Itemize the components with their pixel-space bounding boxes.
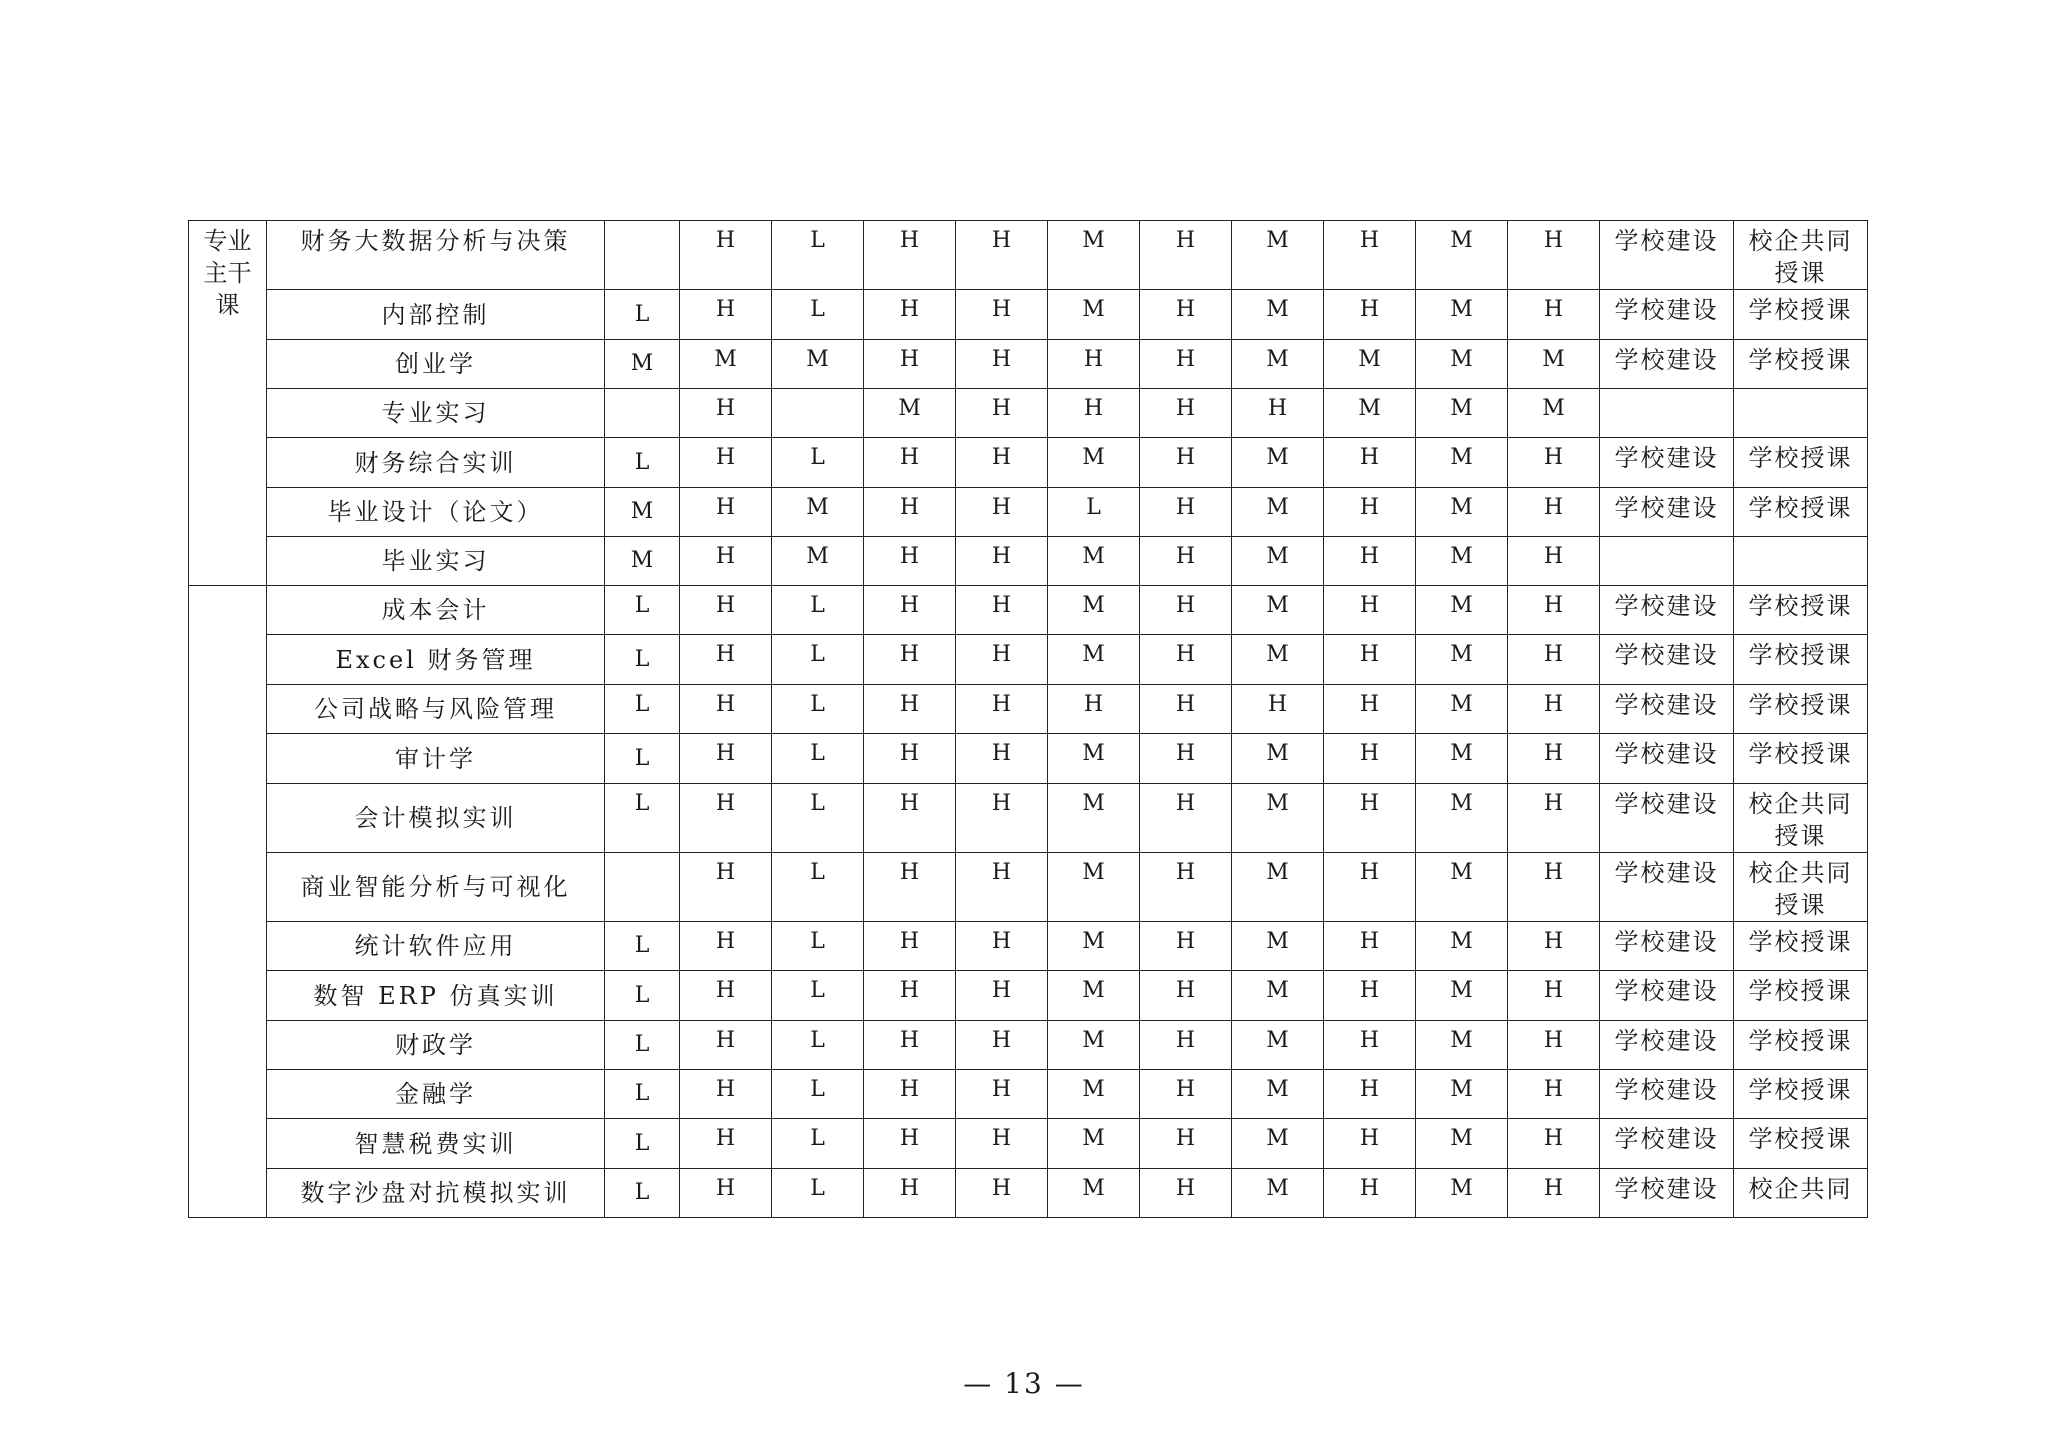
teaching-mode-cell: 校企共同授课	[1734, 853, 1868, 922]
construction-cell: 学校建设	[1600, 1119, 1734, 1169]
table-row	[189, 635, 1868, 685]
rating-cell-col-10: M	[1416, 853, 1508, 922]
rating-cell-col-2: H	[680, 635, 772, 685]
rating-cell-col-3: L	[772, 922, 864, 971]
rating-cell-col-5: H	[956, 784, 1048, 853]
table-row	[189, 853, 1868, 922]
rating-cell-col-8: H	[1232, 389, 1324, 438]
teaching-mode-cell: 校企共同	[1734, 1169, 1868, 1218]
teaching-mode-cell: 学校授课	[1734, 586, 1868, 635]
rating-cell-col-10: M	[1416, 734, 1508, 784]
rating-cell-col-2: H	[680, 1021, 772, 1070]
rating-cell-col-8: M	[1232, 537, 1324, 586]
rating-cell-col-9: H	[1324, 635, 1416, 685]
rating-cell-col-11: H	[1508, 922, 1600, 971]
rating-cell-col-5: H	[956, 685, 1048, 734]
rating-cell-col-2: H	[680, 438, 772, 488]
rating-cell-col-2: H	[680, 734, 772, 784]
rating-cell-col-11: H	[1508, 1021, 1600, 1070]
rating-cell-col-2: H	[680, 221, 772, 290]
teaching-mode-cell: 学校授课	[1734, 635, 1868, 685]
rating-cell-col-2: H	[680, 1119, 772, 1169]
rating-cell-col-11: H	[1508, 635, 1600, 685]
course-matrix-table	[188, 220, 1868, 1218]
rating-cell-col-4: H	[864, 1021, 956, 1070]
rating-cell-col-6: M	[1048, 734, 1140, 784]
rating-cell-col-4: H	[864, 340, 956, 389]
rating-cell-col-2: H	[680, 685, 772, 734]
teaching-mode-cell: 学校授课	[1734, 290, 1868, 340]
rating-cell-col-7: H	[1140, 922, 1232, 971]
rating-cell-col-10: M	[1416, 488, 1508, 537]
rating-cell-col-2: H	[680, 1070, 772, 1119]
rating-cell-col-7: H	[1140, 1021, 1232, 1070]
rating-cell-col-11: H	[1508, 1169, 1600, 1218]
rating-cell-col-4: H	[864, 853, 956, 922]
course-name-cell: 会计模拟实训	[267, 784, 605, 853]
course-name-cell: 数字沙盘对抗模拟实训	[267, 1169, 605, 1218]
table-row	[189, 290, 1868, 340]
rating-cell-col-3: L	[772, 221, 864, 290]
rating-cell-col-3: L	[772, 971, 864, 1021]
rating-cell-col-6: M	[1048, 1169, 1140, 1218]
rating-cell-col-1: L	[605, 784, 680, 853]
rating-cell-col-2: H	[680, 537, 772, 586]
rating-cell-col-11: M	[1508, 340, 1600, 389]
construction-cell: 学校建设	[1600, 1021, 1734, 1070]
construction-cell: 学校建设	[1600, 853, 1734, 922]
rating-cell-col-2: H	[680, 784, 772, 853]
construction-cell: 学校建设	[1600, 784, 1734, 853]
rating-cell-col-8: H	[1232, 685, 1324, 734]
rating-cell-col-2: H	[680, 922, 772, 971]
rating-cell-col-6: M	[1048, 586, 1140, 635]
rating-cell-col-10: M	[1416, 537, 1508, 586]
construction-cell: 学校建设	[1600, 635, 1734, 685]
rating-cell-col-7: H	[1140, 1119, 1232, 1169]
rating-cell-col-11: H	[1508, 438, 1600, 488]
category-cell: 专业主干课	[189, 221, 267, 586]
rating-cell-col-1: L	[605, 922, 680, 971]
rating-cell-col-3	[772, 389, 864, 438]
rating-cell-col-4: H	[864, 586, 956, 635]
course-name-cell: 内部控制	[267, 290, 605, 340]
table-row	[189, 784, 1868, 853]
rating-cell-col-5: H	[956, 1070, 1048, 1119]
rating-cell-col-9: H	[1324, 586, 1416, 635]
rating-cell-col-3: L	[772, 1070, 864, 1119]
rating-cell-col-1	[605, 221, 680, 290]
page-number: — 13 —	[963, 1367, 1085, 1400]
rating-cell-col-5: H	[956, 438, 1048, 488]
rating-cell-col-10: M	[1416, 586, 1508, 635]
table-row	[189, 488, 1868, 537]
rating-cell-col-5: H	[956, 537, 1048, 586]
course-name-cell: 金融学	[267, 1070, 605, 1119]
rating-cell-col-6: H	[1048, 685, 1140, 734]
rating-cell-col-7: H	[1140, 1070, 1232, 1119]
construction-cell: 学校建设	[1600, 922, 1734, 971]
rating-cell-col-6: H	[1048, 389, 1140, 438]
rating-cell-col-10: M	[1416, 635, 1508, 685]
construction-cell: 学校建设	[1600, 971, 1734, 1021]
rating-cell-col-6: M	[1048, 1021, 1140, 1070]
table-row	[189, 971, 1868, 1021]
rating-cell-col-9: H	[1324, 1070, 1416, 1119]
course-name-cell: 数智 ERP 仿真实训	[267, 971, 605, 1021]
rating-cell-col-8: M	[1232, 221, 1324, 290]
rating-cell-col-9: H	[1324, 971, 1416, 1021]
rating-cell-col-2: M	[680, 340, 772, 389]
construction-cell: 学校建设	[1600, 734, 1734, 784]
rating-cell-col-10: M	[1416, 340, 1508, 389]
rating-cell-col-11: H	[1508, 685, 1600, 734]
rating-cell-col-6: M	[1048, 784, 1140, 853]
rating-cell-col-7: H	[1140, 586, 1232, 635]
rating-cell-col-3: L	[772, 734, 864, 784]
rating-cell-col-1: L	[605, 734, 680, 784]
rating-cell-col-9: H	[1324, 1021, 1416, 1070]
rating-cell-col-6: M	[1048, 1070, 1140, 1119]
rating-cell-col-3: M	[772, 340, 864, 389]
rating-cell-col-5: H	[956, 635, 1048, 685]
teaching-mode-cell	[1734, 537, 1868, 586]
rating-cell-col-10: M	[1416, 922, 1508, 971]
rating-cell-col-6: M	[1048, 438, 1140, 488]
rating-cell-col-7: H	[1140, 389, 1232, 438]
table-row	[189, 221, 1868, 290]
rating-cell-col-10: M	[1416, 784, 1508, 853]
rating-cell-col-11: H	[1508, 537, 1600, 586]
rating-cell-col-8: M	[1232, 290, 1324, 340]
rating-cell-col-2: H	[680, 389, 772, 438]
course-name-cell: 毕业设计（论文）	[267, 488, 605, 537]
course-name-cell: 创业学	[267, 340, 605, 389]
rating-cell-col-6: H	[1048, 340, 1140, 389]
course-name-cell: 统计软件应用	[267, 922, 605, 971]
rating-cell-col-7: H	[1140, 1169, 1232, 1218]
rating-cell-col-3: M	[772, 488, 864, 537]
course-name-cell: 智慧税费实训	[267, 1119, 605, 1169]
rating-cell-col-5: H	[956, 221, 1048, 290]
course-name-cell: Excel 财务管理	[267, 635, 605, 685]
rating-cell-col-8: M	[1232, 922, 1324, 971]
rating-cell-col-6: M	[1048, 635, 1140, 685]
rating-cell-col-1: L	[605, 1021, 680, 1070]
rating-cell-col-4: H	[864, 784, 956, 853]
rating-cell-col-2: H	[680, 488, 772, 537]
rating-cell-col-5: H	[956, 1169, 1048, 1218]
rating-cell-col-2: H	[680, 290, 772, 340]
teaching-mode-cell: 学校授课	[1734, 734, 1868, 784]
rating-cell-col-1: L	[605, 1169, 680, 1218]
rating-cell-col-8: M	[1232, 1169, 1324, 1218]
teaching-mode-cell: 学校授课	[1734, 971, 1868, 1021]
construction-cell	[1600, 389, 1734, 438]
teaching-mode-cell: 学校授课	[1734, 340, 1868, 389]
rating-cell-col-5: H	[956, 1119, 1048, 1169]
rating-cell-col-1	[605, 853, 680, 922]
rating-cell-col-8: M	[1232, 438, 1324, 488]
construction-cell: 学校建设	[1600, 586, 1734, 635]
table-row	[189, 340, 1868, 389]
rating-cell-col-7: H	[1140, 784, 1232, 853]
rating-cell-col-11: H	[1508, 221, 1600, 290]
course-name-cell: 财政学	[267, 1021, 605, 1070]
course-name-cell: 毕业实习	[267, 537, 605, 586]
rating-cell-col-4: H	[864, 488, 956, 537]
rating-cell-col-5: H	[956, 734, 1048, 784]
rating-cell-col-3: L	[772, 685, 864, 734]
teaching-mode-cell: 学校授课	[1734, 438, 1868, 488]
rating-cell-col-1: L	[605, 1070, 680, 1119]
teaching-mode-cell: 学校授课	[1734, 488, 1868, 537]
rating-cell-col-1: L	[605, 290, 680, 340]
rating-cell-col-3: L	[772, 784, 864, 853]
rating-cell-col-9: H	[1324, 221, 1416, 290]
rating-cell-col-7: H	[1140, 971, 1232, 1021]
rating-cell-col-4: H	[864, 290, 956, 340]
rating-cell-col-6: L	[1048, 488, 1140, 537]
rating-cell-col-10: M	[1416, 221, 1508, 290]
rating-cell-col-11: H	[1508, 488, 1600, 537]
rating-cell-col-1: M	[605, 537, 680, 586]
rating-cell-col-8: M	[1232, 853, 1324, 922]
table-row	[189, 586, 1868, 635]
rating-cell-col-5: H	[956, 290, 1048, 340]
rating-cell-col-4: M	[864, 389, 956, 438]
teaching-mode-cell	[1734, 389, 1868, 438]
rating-cell-col-11: H	[1508, 784, 1600, 853]
teaching-mode-cell: 学校授课	[1734, 1119, 1868, 1169]
table-row	[189, 438, 1868, 488]
teaching-mode-cell: 学校授课	[1734, 1070, 1868, 1119]
rating-cell-col-8: M	[1232, 971, 1324, 1021]
rating-cell-col-10: M	[1416, 389, 1508, 438]
rating-cell-col-11: M	[1508, 389, 1600, 438]
rating-cell-col-7: H	[1140, 685, 1232, 734]
course-name-cell: 公司战略与风险管理	[267, 685, 605, 734]
table-row	[189, 1169, 1868, 1218]
rating-cell-col-6: M	[1048, 922, 1140, 971]
rating-cell-col-10: M	[1416, 971, 1508, 1021]
rating-cell-col-10: M	[1416, 1119, 1508, 1169]
rating-cell-col-11: H	[1508, 290, 1600, 340]
rating-cell-col-4: H	[864, 685, 956, 734]
rating-cell-col-10: M	[1416, 290, 1508, 340]
rating-cell-col-9: H	[1324, 784, 1416, 853]
rating-cell-col-4: H	[864, 438, 956, 488]
rating-cell-col-9: H	[1324, 290, 1416, 340]
rating-cell-col-4: H	[864, 971, 956, 1021]
rating-cell-col-3: L	[772, 1021, 864, 1070]
rating-cell-col-5: H	[956, 1021, 1048, 1070]
rating-cell-col-3: M	[772, 537, 864, 586]
rating-cell-col-4: H	[864, 1169, 956, 1218]
table-row	[189, 1021, 1868, 1070]
construction-cell: 学校建设	[1600, 488, 1734, 537]
rating-cell-col-10: M	[1416, 438, 1508, 488]
rating-cell-col-5: H	[956, 586, 1048, 635]
rating-cell-col-10: M	[1416, 1169, 1508, 1218]
table-row	[189, 685, 1868, 734]
construction-cell: 学校建设	[1600, 685, 1734, 734]
table-row	[189, 1119, 1868, 1169]
rating-cell-col-3: L	[772, 853, 864, 922]
rating-cell-col-11: H	[1508, 971, 1600, 1021]
rating-cell-col-8: M	[1232, 1119, 1324, 1169]
rating-cell-col-4: H	[864, 635, 956, 685]
rating-cell-col-9: M	[1324, 340, 1416, 389]
rating-cell-col-11: H	[1508, 734, 1600, 784]
rating-cell-col-3: L	[772, 438, 864, 488]
course-name-cell: 成本会计	[267, 586, 605, 635]
rating-cell-col-5: H	[956, 853, 1048, 922]
rating-cell-col-5: H	[956, 340, 1048, 389]
rating-cell-col-1: L	[605, 635, 680, 685]
table-row	[189, 922, 1868, 971]
teaching-mode-cell: 校企共同授课	[1734, 784, 1868, 853]
course-name-cell: 财务综合实训	[267, 438, 605, 488]
teaching-mode-cell: 学校授课	[1734, 922, 1868, 971]
rating-cell-col-4: H	[864, 1119, 956, 1169]
rating-cell-col-1: L	[605, 1119, 680, 1169]
rating-cell-col-7: H	[1140, 734, 1232, 784]
table-row	[189, 734, 1868, 784]
rating-cell-col-8: M	[1232, 734, 1324, 784]
rating-cell-col-9: H	[1324, 853, 1416, 922]
construction-cell: 学校建设	[1600, 1070, 1734, 1119]
teaching-mode-cell: 校企共同授课	[1734, 221, 1868, 290]
rating-cell-col-9: H	[1324, 488, 1416, 537]
rating-cell-col-3: L	[772, 290, 864, 340]
rating-cell-col-8: M	[1232, 784, 1324, 853]
construction-cell: 学校建设	[1600, 438, 1734, 488]
rating-cell-col-6: M	[1048, 1119, 1140, 1169]
course-name-cell: 审计学	[267, 734, 605, 784]
category-cell	[189, 586, 267, 1218]
rating-cell-col-7: H	[1140, 290, 1232, 340]
rating-cell-col-6: M	[1048, 221, 1140, 290]
rating-cell-col-9: H	[1324, 438, 1416, 488]
rating-cell-col-1: M	[605, 340, 680, 389]
rating-cell-col-8: M	[1232, 1021, 1324, 1070]
rating-cell-col-11: H	[1508, 853, 1600, 922]
rating-cell-col-6: M	[1048, 971, 1140, 1021]
rating-cell-col-7: H	[1140, 438, 1232, 488]
rating-cell-col-5: H	[956, 971, 1048, 1021]
rating-cell-col-9: H	[1324, 1169, 1416, 1218]
rating-cell-col-2: H	[680, 586, 772, 635]
table-row	[189, 389, 1868, 438]
rating-cell-col-8: M	[1232, 488, 1324, 537]
course-name-cell: 专业实习	[267, 389, 605, 438]
course-name-cell: 财务大数据分析与决策	[267, 221, 605, 290]
rating-cell-col-8: M	[1232, 1070, 1324, 1119]
teaching-mode-cell: 学校授课	[1734, 685, 1868, 734]
rating-cell-col-4: H	[864, 734, 956, 784]
rating-cell-col-5: H	[956, 389, 1048, 438]
rating-cell-col-1: M	[605, 488, 680, 537]
rating-cell-col-9: H	[1324, 537, 1416, 586]
rating-cell-col-3: L	[772, 586, 864, 635]
construction-cell	[1600, 537, 1734, 586]
rating-cell-col-10: M	[1416, 685, 1508, 734]
rating-cell-col-10: M	[1416, 1021, 1508, 1070]
rating-cell-col-3: L	[772, 635, 864, 685]
rating-cell-col-1: L	[605, 438, 680, 488]
rating-cell-col-4: H	[864, 537, 956, 586]
construction-cell: 学校建设	[1600, 340, 1734, 389]
rating-cell-col-2: H	[680, 1169, 772, 1218]
rating-cell-col-7: H	[1140, 635, 1232, 685]
rating-cell-col-7: H	[1140, 340, 1232, 389]
rating-cell-col-7: H	[1140, 488, 1232, 537]
rating-cell-col-10: M	[1416, 1070, 1508, 1119]
rating-cell-col-8: M	[1232, 586, 1324, 635]
rating-cell-col-8: M	[1232, 340, 1324, 389]
rating-cell-col-6: M	[1048, 537, 1140, 586]
rating-cell-col-9: H	[1324, 685, 1416, 734]
rating-cell-col-1: L	[605, 971, 680, 1021]
rating-cell-col-1: L	[605, 685, 680, 734]
table-row	[189, 1070, 1868, 1119]
rating-cell-col-3: L	[772, 1169, 864, 1218]
rating-cell-col-2: H	[680, 853, 772, 922]
rating-cell-col-3: L	[772, 1119, 864, 1169]
rating-cell-col-2: H	[680, 971, 772, 1021]
construction-cell: 学校建设	[1600, 290, 1734, 340]
rating-cell-col-1: L	[605, 586, 680, 635]
rating-cell-col-9: M	[1324, 389, 1416, 438]
rating-cell-col-6: M	[1048, 290, 1140, 340]
rating-cell-col-11: H	[1508, 1119, 1600, 1169]
table-body	[189, 221, 1868, 1218]
rating-cell-col-5: H	[956, 488, 1048, 537]
rating-cell-col-7: H	[1140, 221, 1232, 290]
course-name-cell: 商业智能分析与可视化	[267, 853, 605, 922]
rating-cell-col-4: H	[864, 1070, 956, 1119]
table-row	[189, 537, 1868, 586]
rating-cell-col-4: H	[864, 922, 956, 971]
rating-cell-col-1	[605, 389, 680, 438]
rating-cell-col-5: H	[956, 922, 1048, 971]
rating-cell-col-11: H	[1508, 1070, 1600, 1119]
rating-cell-col-11: H	[1508, 586, 1600, 635]
rating-cell-col-4: H	[864, 221, 956, 290]
rating-cell-col-6: M	[1048, 853, 1140, 922]
construction-cell: 学校建设	[1600, 1169, 1734, 1218]
rating-cell-col-8: M	[1232, 635, 1324, 685]
teaching-mode-cell: 学校授课	[1734, 1021, 1868, 1070]
construction-cell: 学校建设	[1600, 221, 1734, 290]
rating-cell-col-7: H	[1140, 853, 1232, 922]
rating-cell-col-9: H	[1324, 734, 1416, 784]
rating-cell-col-9: H	[1324, 1119, 1416, 1169]
rating-cell-col-7: H	[1140, 537, 1232, 586]
rating-cell-col-9: H	[1324, 922, 1416, 971]
